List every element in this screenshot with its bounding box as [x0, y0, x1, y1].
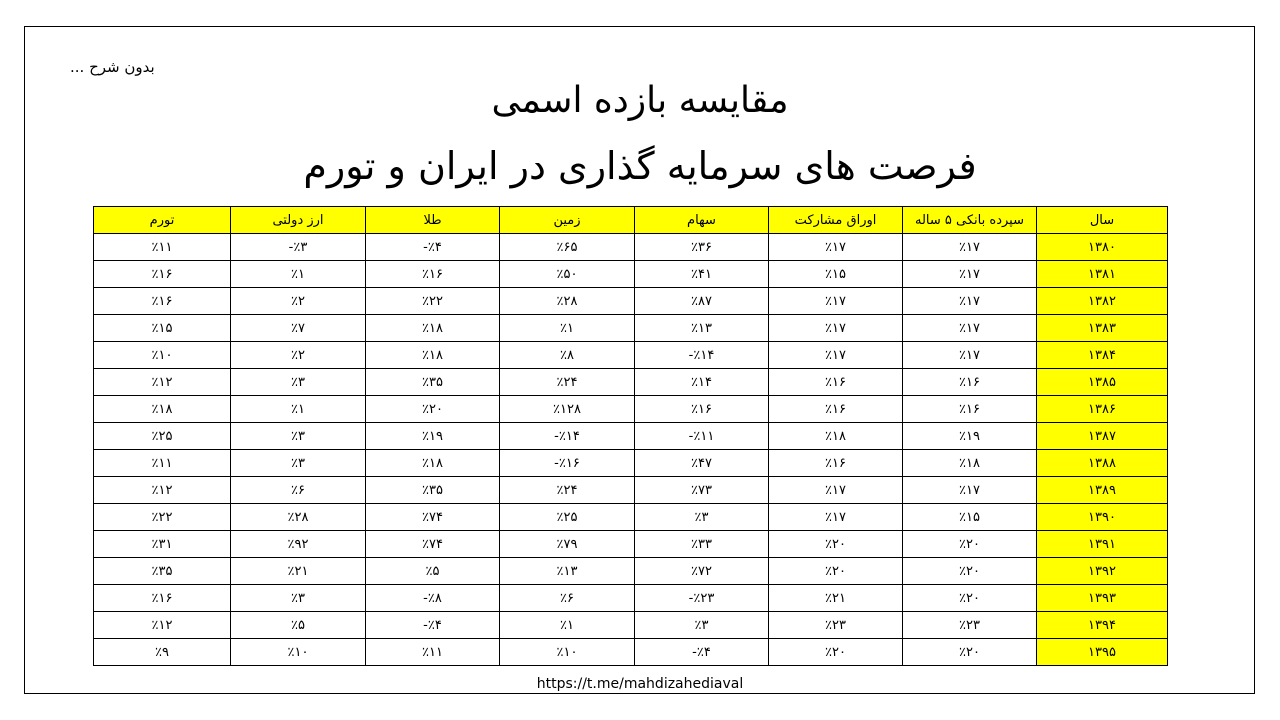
year-cell: ۱۳۹۱ [1037, 531, 1168, 558]
year-cell: ۱۳۸۰ [1037, 234, 1168, 261]
value-cell: ٪۷۳ [635, 477, 769, 504]
table-row [94, 504, 1168, 531]
value-cell: ٪۱۶ [94, 288, 231, 315]
table-row [94, 342, 1168, 369]
value-cell: ٪۳۱ [94, 531, 231, 558]
table-row [94, 450, 1168, 477]
value-cell: ٪۱۸ [903, 450, 1037, 477]
value-cell: ٪۲۲ [94, 504, 231, 531]
year-cell: ۱۳۸۷ [1037, 423, 1168, 450]
value-cell: ٪۷۴ [366, 504, 500, 531]
value-cell: ٪۱۲۸ [500, 396, 635, 423]
value-cell: ٪۶ [500, 585, 635, 612]
year-cell: ۱۳۸۴ [1037, 342, 1168, 369]
value-cell: ٪۱۷ [769, 477, 903, 504]
value-cell: ٪۷۲ [635, 558, 769, 585]
table-row [94, 234, 1168, 261]
value-cell: ٪۳۵ [366, 477, 500, 504]
value-cell: ٪۱۷ [903, 477, 1037, 504]
value-cell: ٪۲۰ [769, 558, 903, 585]
table-body [94, 234, 1168, 666]
value-cell: ٪۱۶ [769, 450, 903, 477]
value-cell: ٪۱ [500, 612, 635, 639]
value-cell: ٪۳۳ [635, 531, 769, 558]
value-cell: ٪۷۹ [500, 531, 635, 558]
value-cell: ٪۲۸ [500, 288, 635, 315]
value-cell: ٪۱۷ [903, 288, 1037, 315]
value-cell: ٪۳ [231, 585, 366, 612]
value-cell: ٪۱ [231, 261, 366, 288]
value-cell: ٪۱ [231, 396, 366, 423]
value-cell: ٪۳ [635, 504, 769, 531]
value-cell: ٪۱۶ [769, 396, 903, 423]
column-header: زمین [500, 207, 635, 234]
value-cell: ٪۷۴ [366, 531, 500, 558]
table-row [94, 369, 1168, 396]
value-cell: ٪۱۷ [903, 315, 1037, 342]
value-cell: ٪۳۵ [366, 369, 500, 396]
year-cell: ۱۳۸۳ [1037, 315, 1168, 342]
value-cell: ٪۳ [231, 423, 366, 450]
value-cell: ٪۳۵ [94, 558, 231, 585]
value-cell: ٪۴۷ [635, 450, 769, 477]
value-cell: ٪۱۷ [769, 234, 903, 261]
telegram-link[interactable]: https://t.me/mahdizahediaval [536, 676, 744, 692]
value-cell: ٪۲ [231, 342, 366, 369]
value-cell: ٪۱۷ [769, 315, 903, 342]
value-cell: ٪۹۲ [231, 531, 366, 558]
value-cell: ٪۲۰ [769, 531, 903, 558]
table-row [94, 612, 1168, 639]
year-cell: ۱۳۸۸ [1037, 450, 1168, 477]
table-header [94, 207, 1168, 234]
column-header: سپرده بانکی ۵ ساله [903, 207, 1037, 234]
value-cell: ٪۱۲ [94, 612, 231, 639]
value-cell: ٪۶ [231, 477, 366, 504]
value-cell: ٪۱۰ [94, 342, 231, 369]
value-cell: ٪۱۶ [366, 261, 500, 288]
value-cell: ٪۱۲ [94, 477, 231, 504]
value-cell: ٪۱۷ [903, 342, 1037, 369]
title-line-1: مقایسه بازده اسمی [491, 80, 789, 121]
year-cell: ۱۳۸۶ [1037, 396, 1168, 423]
value-cell: ٪۲۰ [903, 585, 1037, 612]
year-cell: ۱۳۹۰ [1037, 504, 1168, 531]
year-cell: ۱۳۹۴ [1037, 612, 1168, 639]
year-cell: ۱۳۹۵ [1037, 639, 1168, 666]
year-cell: ۱۳۹۲ [1037, 558, 1168, 585]
table-row [94, 585, 1168, 612]
value-cell: ٪۲۰ [903, 639, 1037, 666]
value-cell: ٪۱۷ [769, 342, 903, 369]
year-cell: ۱۳۸۱ [1037, 261, 1168, 288]
value-cell: ٪۵ [231, 612, 366, 639]
value-cell: ٪۲۱ [769, 585, 903, 612]
comparison-table [93, 206, 1168, 666]
value-cell: ٪۱۰ [500, 639, 635, 666]
value-cell: ٪۴- [366, 612, 500, 639]
column-header: تورم [94, 207, 231, 234]
value-cell: ٪۱۱ [366, 639, 500, 666]
table-row [94, 477, 1168, 504]
year-cell: ۱۳۸۲ [1037, 288, 1168, 315]
value-cell: ٪۱۰ [231, 639, 366, 666]
value-cell: ٪۱۶- [500, 450, 635, 477]
value-cell: ٪۱۱- [635, 423, 769, 450]
table-row [94, 315, 1168, 342]
value-cell: ٪۴- [366, 234, 500, 261]
value-cell: ٪۱۶ [903, 396, 1037, 423]
value-cell: ٪۲۲ [366, 288, 500, 315]
value-cell: ٪۹ [94, 639, 231, 666]
value-cell: ٪۲ [231, 288, 366, 315]
value-cell: ٪۲۰ [769, 639, 903, 666]
value-cell: ٪۱۷ [769, 504, 903, 531]
table-row [94, 396, 1168, 423]
column-header: ارز دولتی [231, 207, 366, 234]
value-cell: ٪۳ [635, 612, 769, 639]
table-row [94, 261, 1168, 288]
value-cell: ٪۱۶ [635, 396, 769, 423]
year-cell: ۱۳۹۳ [1037, 585, 1168, 612]
value-cell: ٪۱۵ [769, 261, 903, 288]
value-cell: ٪۳ [231, 369, 366, 396]
value-cell: ٪۸ [500, 342, 635, 369]
value-cell: ٪۱۶ [94, 261, 231, 288]
value-cell: ٪۲۴ [500, 369, 635, 396]
year-cell: ۱۳۸۹ [1037, 477, 1168, 504]
value-cell: ٪۲۵ [500, 504, 635, 531]
value-cell: ٪۱۸ [94, 396, 231, 423]
table-row [94, 288, 1168, 315]
year-cell: ۱۳۸۵ [1037, 369, 1168, 396]
value-cell: ٪۲۰ [366, 396, 500, 423]
value-cell: ٪۱۸ [366, 342, 500, 369]
value-cell: ٪۱ [500, 315, 635, 342]
table-row [94, 558, 1168, 585]
value-cell: ٪۴- [635, 639, 769, 666]
value-cell: ٪۲۳- [635, 585, 769, 612]
value-cell: ٪۱۹ [366, 423, 500, 450]
value-cell: ٪۳- [231, 234, 366, 261]
column-header: اوراق مشارکت [769, 207, 903, 234]
value-cell: ٪۱۶ [903, 369, 1037, 396]
column-header: سال [1037, 207, 1168, 234]
table-row [94, 639, 1168, 666]
value-cell: ٪۱۶ [769, 369, 903, 396]
table-row [94, 423, 1168, 450]
value-cell: ٪۱۱ [94, 234, 231, 261]
value-cell: ٪۱۱ [94, 450, 231, 477]
value-cell: ٪۲۰ [903, 531, 1037, 558]
value-cell: ٪۲۰ [903, 558, 1037, 585]
value-cell: ٪۱۷ [903, 261, 1037, 288]
value-cell: ٪۱۸ [769, 423, 903, 450]
value-cell: ٪۲۸ [231, 504, 366, 531]
value-cell: ٪۱۷ [769, 288, 903, 315]
value-cell: ٪۷ [231, 315, 366, 342]
value-cell: ٪۱۴- [500, 423, 635, 450]
value-cell: ٪۳ [231, 450, 366, 477]
value-cell: ٪۱۴- [635, 342, 769, 369]
value-cell: ٪۱۲ [94, 369, 231, 396]
value-cell: ٪۸- [366, 585, 500, 612]
value-cell: ٪۵ [366, 558, 500, 585]
value-cell: ٪۳۶ [635, 234, 769, 261]
value-cell: ٪۲۳ [769, 612, 903, 639]
value-cell: ٪۱۳ [635, 315, 769, 342]
column-header: طلا [366, 207, 500, 234]
value-cell: ٪۸۷ [635, 288, 769, 315]
value-cell: ٪۲۳ [903, 612, 1037, 639]
value-cell: ٪۲۴ [500, 477, 635, 504]
value-cell: ٪۱۳ [500, 558, 635, 585]
value-cell: ٪۴۱ [635, 261, 769, 288]
value-cell: ٪۲۵ [94, 423, 231, 450]
note-text: بدون شرح ... [70, 58, 155, 76]
title-line-2: فرصت های سرمایه گذاری در ایران و تورم [303, 144, 977, 188]
value-cell: ٪۵۰ [500, 261, 635, 288]
value-cell: ٪۱۹ [903, 423, 1037, 450]
value-cell: ٪۱۵ [903, 504, 1037, 531]
value-cell: ٪۱۵ [94, 315, 231, 342]
value-cell: ٪۱۸ [366, 450, 500, 477]
value-cell: ٪۶۵ [500, 234, 635, 261]
table-row [94, 531, 1168, 558]
column-header: سهام [635, 207, 769, 234]
value-cell: ٪۱۷ [903, 234, 1037, 261]
header-row [94, 207, 1168, 234]
value-cell: ٪۲۱ [231, 558, 366, 585]
value-cell: ٪۱۸ [366, 315, 500, 342]
value-cell: ٪۱۶ [94, 585, 231, 612]
value-cell: ٪۱۴ [635, 369, 769, 396]
